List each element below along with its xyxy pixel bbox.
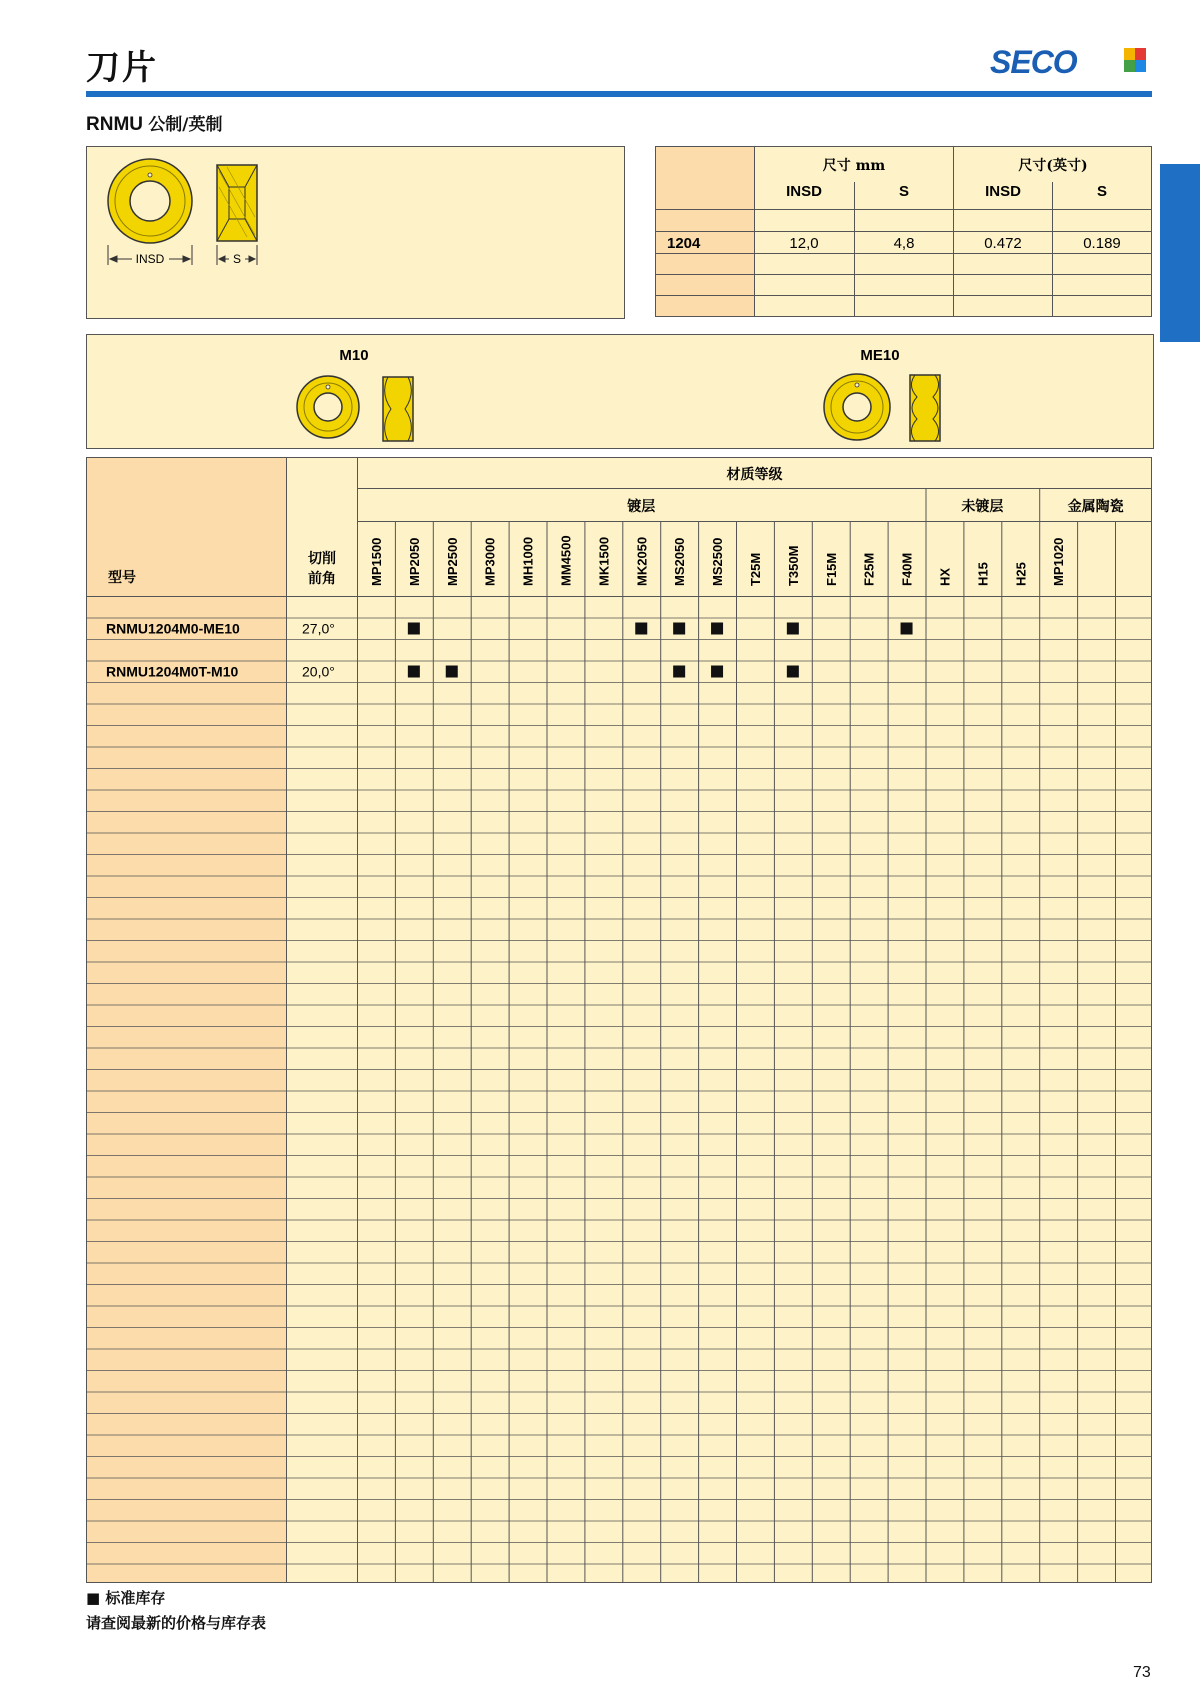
dimensions-table [655,146,1152,317]
grade-col-ms2500: MS2500 [710,537,726,586]
page-title: 刀片 [86,48,158,88]
grade-col-f15m: F15M [823,552,839,586]
grade-col-mm4500: MM4500 [558,535,574,586]
stock-marker-icon: ■ [86,1589,101,1607]
section-title [86,110,223,136]
stock-marker-icon [787,623,799,635]
grade-col-f40m: F40M [899,552,915,586]
grade-col-mp3000: MP3000 [482,537,498,586]
m10-insert-icon [297,376,413,441]
stock-marker-icon [673,623,685,635]
legend-note: 请查阅最新的价格与库存表 [86,1614,267,1632]
legend-stock [86,1587,266,1608]
dim-col-insd-mm: INSD [786,183,822,200]
grade-col-h15: H15 [975,562,991,586]
side-tab [1160,164,1200,342]
insd-label: INSD [135,252,165,266]
grade-col-mk2050: MK2050 [634,536,650,586]
dim-s-in: 0.189 [1083,235,1121,252]
dim-s-mm: 4,8 [893,235,915,252]
section-subtitle: 公制/英制 [148,115,223,135]
col-model-header: 型号 [108,570,136,586]
style-me10-label: ME10 [860,347,900,364]
stock-marker-icon [635,623,647,635]
grade-col-t350m: T350M [785,545,801,586]
stock-marker-icon [673,666,685,678]
grade-col-mh1000: MH1000 [520,536,536,586]
col-rake-header-1: 切削 [308,551,336,567]
grade-col-mk1500: MK1500 [596,536,612,586]
page-number: 73 [1133,1664,1151,1681]
stock-marker-icon [408,623,420,635]
dim-col-insd-in: INSD [985,183,1021,200]
brand-mark-icon [1124,48,1146,72]
cermet-title: 金属陶瓷 [1067,499,1124,515]
chipbreaker-panel [86,334,1154,449]
section-code: RNMU [86,114,143,135]
brand-logo: SECO [990,44,1077,80]
dim-insd-mm: 12,0 [789,235,819,252]
stock-marker-icon [446,666,458,678]
row-model: RNMU1204M0T-M10 [106,663,239,680]
style-m10-label: M10 [339,347,369,364]
grade-group-title: 材质等级 [726,467,783,483]
stock-marker-icon [408,666,420,678]
row-rake: 27,0° [302,620,335,637]
me10-insert-icon [824,374,940,441]
dim-col-s-mm: S [898,183,910,200]
insert-diagram [87,147,624,318]
stock-marker-icon [711,666,723,678]
legend [86,1583,266,1633]
s-label: S [232,252,242,266]
legend-stock-label: 标准库存 [105,1589,166,1607]
stock-marker-icon [787,666,799,678]
grade-col-mp1500: MP1500 [368,537,384,586]
insert-side-view-icon [217,165,257,241]
stock-marker-icon [901,623,913,635]
row-rake: 20,0° [302,663,335,680]
col-rake-header-2: 前角 [308,571,336,587]
grade-col-mp1020: MP1020 [1051,537,1067,586]
coated-title: 镀层 [627,499,656,515]
uncoated-title: 未镀层 [961,499,1004,515]
dim-size: 1204 [667,235,701,252]
insert-diagram-panel [86,146,625,319]
grade-col-mp2050: MP2050 [406,537,422,586]
dim-group-inch: 尺寸(英寸) [1018,158,1088,174]
stock-marker-icon [711,623,723,635]
row-model: RNMU1204M0-ME10 [106,620,240,637]
grade-col-f25m: F25M [861,552,877,586]
grade-col-h25: H25 [1013,562,1029,586]
dim-group-mm: 尺寸 mm [822,158,886,174]
header-rule [86,91,1152,97]
dim-col-s-in: S [1096,183,1108,200]
grade-col-mp2500: MP2500 [444,537,460,586]
dim-insd-in: 0.472 [984,235,1022,252]
grade-table [86,457,1152,1583]
grade-col-ms2050: MS2050 [672,537,688,586]
grade-col-t25m: T25M [747,552,763,586]
grade-col-hx: HX [937,567,953,586]
